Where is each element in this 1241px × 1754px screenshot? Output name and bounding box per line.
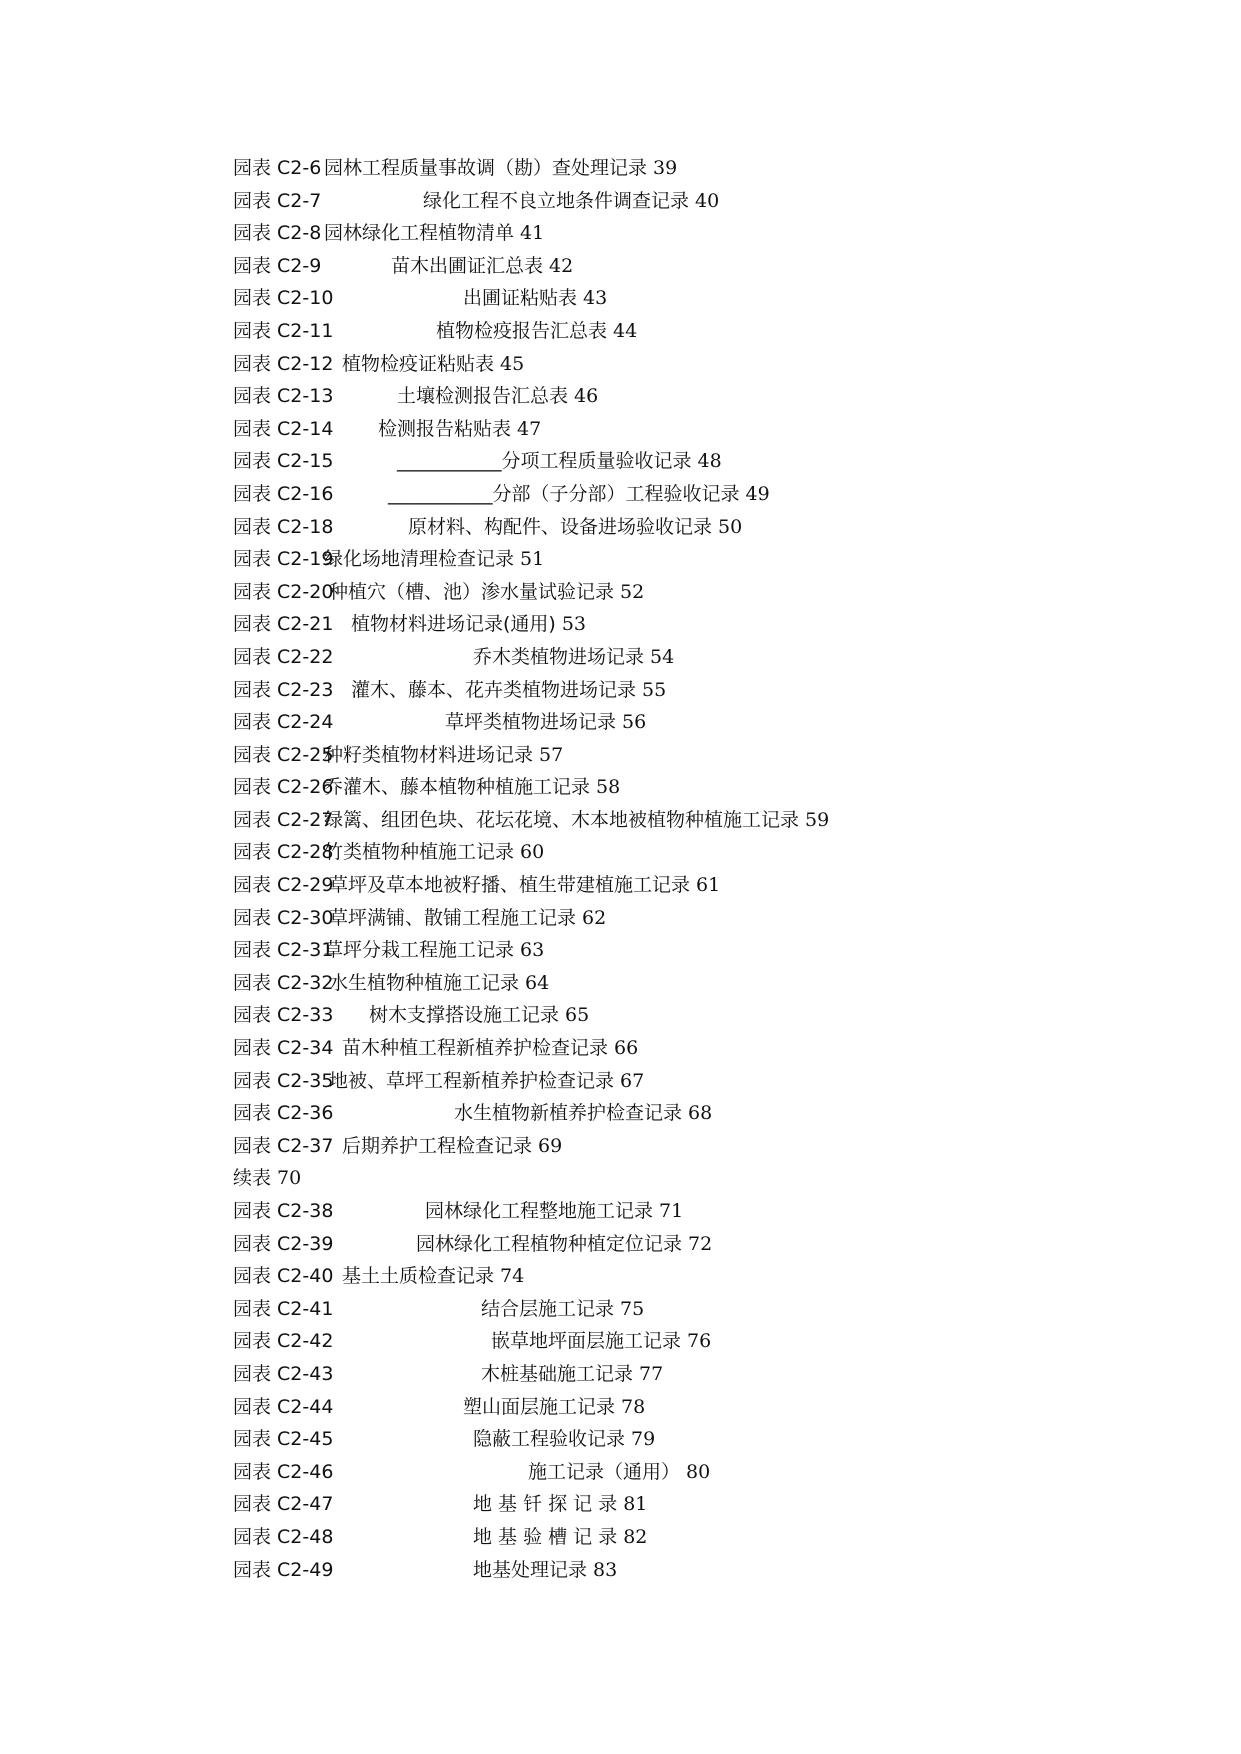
- toc-entry-page-number: 47: [517, 417, 542, 440]
- toc-entry-page-number: 80: [686, 1460, 711, 1483]
- toc-entry-code: 园表 C2-27: [233, 808, 334, 831]
- toc-entry-page-number: 43: [583, 287, 608, 310]
- toc-entry-title: [491, 1325, 711, 1358]
- toc-entry[interactable]: [233, 1032, 1193, 1065]
- toc-entry-page-number: 59: [805, 808, 830, 831]
- toc-entry[interactable]: [233, 315, 1193, 348]
- toc-entry-code: 园表 C2-21: [233, 613, 334, 636]
- toc-entry[interactable]: [233, 967, 1193, 1000]
- toc-entry-page-number: 70: [277, 1167, 302, 1190]
- toc-entry-code: 园表 C2-23: [233, 678, 334, 701]
- toc-entry[interactable]: [233, 413, 1193, 446]
- toc-entry[interactable]: [233, 348, 1193, 381]
- toc-entry-page-number: 74: [500, 1265, 525, 1288]
- toc-entry-title: [481, 1293, 644, 1326]
- toc-entry-code: 园表 C2-45: [233, 1428, 334, 1451]
- toc-entry-page-number: 44: [613, 319, 638, 342]
- toc-entry-title-text: 土壤检测报告汇总表: [397, 385, 569, 408]
- toc-entry[interactable]: [233, 282, 1193, 315]
- toc-entry[interactable]: [233, 804, 1193, 837]
- toc-entry-code: 园表 C2-28: [233, 841, 334, 864]
- toc-entry[interactable]: [233, 902, 1193, 935]
- toc-entry-title-text: 绿篱、组团色块、花坛花境、木本地被植物种植施工记录: [324, 808, 800, 831]
- toc-entry-code: 园表 C2-20: [233, 580, 334, 603]
- toc-entry-title-text: 嵌草地坪面层施工记录: [491, 1330, 682, 1353]
- toc-entry[interactable]: [233, 1488, 1193, 1521]
- toc-entry-title-text: 植物材料进场记录(通用): [351, 613, 556, 636]
- toc-entry[interactable]: [233, 999, 1193, 1032]
- toc-entry[interactable]: [233, 1293, 1193, 1326]
- toc-entry-code: 园表 C2-18: [233, 515, 334, 538]
- toc-entry-code: 园表 C2-6: [233, 157, 322, 179]
- toc-entry[interactable]: [233, 1195, 1193, 1228]
- toc-entry-code: 园表 C2-38: [233, 1200, 334, 1222]
- toc-entry-code: 园表 C2-29: [233, 874, 334, 897]
- toc-entry-code: 园表 C2-14: [233, 417, 334, 440]
- toc-entry-page-number: 52: [620, 580, 645, 603]
- toc-entry-title-text: 种植穴（槽、池）渗水量试验记录: [329, 580, 615, 603]
- toc-entry[interactable]: [233, 1260, 1193, 1293]
- toc-entry-code: 园表 C2-35: [233, 1069, 334, 1092]
- toc-entry-page-number: 66: [614, 1037, 639, 1060]
- toc-entry-title: [473, 1423, 655, 1456]
- toc-entry-page-number: 68: [688, 1102, 713, 1125]
- toc-entry-code: 园表 C2-12: [233, 352, 334, 375]
- toc-entry-page-number: 71: [659, 1200, 684, 1222]
- toc-entry-title-text: 隐蔽工程验收记录: [473, 1428, 626, 1451]
- toc-entry-page-number: 63: [520, 939, 545, 962]
- toc-entry-title: [233, 1162, 301, 1195]
- toc-entry-title: [324, 543, 544, 576]
- toc-entry-title-text: 园林绿化工程植物清单: [324, 222, 515, 245]
- toc-entry-page-number: 48: [697, 450, 722, 473]
- toc-entry-title-text: 苗木出圃证汇总表: [391, 254, 544, 277]
- toc-entry-title: [423, 185, 719, 218]
- toc-entry-code: 园表 C2-43: [233, 1362, 334, 1385]
- toc-entry-page-number: 56: [622, 711, 647, 734]
- toc-entry-page-number: 79: [631, 1428, 656, 1451]
- toc-entry-code: 园表 C2-47: [233, 1493, 334, 1516]
- toc-entry-title-text: 检测报告粘贴表: [378, 417, 512, 440]
- toc-entry[interactable]: [233, 478, 1193, 511]
- toc-entry[interactable]: [233, 1097, 1193, 1130]
- toc-entry-title: [473, 1521, 647, 1554]
- toc-entry-code: 园表 C2-8: [233, 222, 322, 245]
- toc-entry-title-text: 灌木、藤本、花卉类植物进场记录: [351, 678, 637, 701]
- toc-entry-title: [445, 706, 646, 739]
- toc-entry[interactable]: [233, 1521, 1193, 1554]
- toc-entry-code: 园表 C2-13: [233, 385, 334, 408]
- toc-entry-title: [342, 1260, 524, 1293]
- toc-entry-title-text: 园林绿化工程植物种植定位记录: [416, 1232, 683, 1255]
- toc-entry-title: [397, 445, 722, 478]
- toc-entry[interactable]: [233, 869, 1193, 902]
- toc-entry[interactable]: [233, 511, 1193, 544]
- toc-entry-title-text: 结合层施工记录: [481, 1297, 615, 1320]
- toc-entry-code: 园表 C2-37: [233, 1134, 334, 1157]
- toc-entry-title: [324, 934, 544, 967]
- toc-entry-code: 园表 C2-41: [233, 1297, 334, 1320]
- toc-entry[interactable]: [233, 1130, 1193, 1163]
- toc-entry[interactable]: [233, 1423, 1193, 1456]
- toc-entry-page-number: 53: [561, 613, 587, 636]
- toc-entry-title-text: 草坪及草本地被籽播、植生带建植施工记录: [329, 874, 691, 897]
- toc-entry-page-number: 78: [621, 1395, 646, 1418]
- toc-entry-code: 园表 C2-33: [233, 1004, 334, 1027]
- toc-entry-title-text: 后期养护工程检查记录: [342, 1134, 533, 1157]
- toc-entry[interactable]: [233, 1358, 1193, 1391]
- toc-entry-title-text: 续表: [233, 1167, 272, 1190]
- toc-entry[interactable]: [233, 445, 1193, 478]
- toc-entry-title-text: 地 基 钎 探 记 录: [473, 1493, 618, 1516]
- toc-entry-title: [463, 282, 607, 315]
- toc-entry-title-text: 草坪满铺、散铺工程施工记录: [329, 906, 577, 929]
- toc-entry-title-text: 乔灌木、藤本植物种植施工记录: [324, 776, 591, 799]
- toc-entry-code: 园表 C2-16: [233, 482, 334, 505]
- toc-entry-title: [388, 478, 770, 511]
- toc-entry-title-text: 乔木类植物进场记录: [473, 645, 645, 668]
- toc-entry-code: 园表 C2-46: [233, 1460, 334, 1483]
- toc-entry-page-number: 69: [538, 1134, 563, 1157]
- toc-entry-title: [329, 576, 644, 609]
- toc-entry-title-text: 竹类植物种植施工记录: [324, 841, 515, 864]
- toc-entry-title: [324, 739, 563, 772]
- toc-entry[interactable]: [233, 1456, 1193, 1489]
- toc-entry-page-number: 61: [696, 874, 721, 897]
- toc-entry-title: [324, 836, 544, 869]
- toc-entry-code: 园表 C2-32: [233, 971, 334, 994]
- toc-entry-code: 园表 C2-25: [233, 743, 334, 766]
- toc-entry-code: 园表 C2-48: [233, 1525, 334, 1548]
- toc-entry-code: 园表 C2-42: [233, 1330, 334, 1353]
- toc-entry[interactable]: [233, 185, 1193, 218]
- toc-entry[interactable]: [233, 576, 1193, 609]
- toc-entry-title: [454, 1097, 712, 1130]
- toc-entry-code: 园表 C2-22: [233, 645, 334, 668]
- toc-entry[interactable]: [233, 1162, 1193, 1195]
- toc-entry-code: 园表 C2-36: [233, 1102, 334, 1125]
- toc-entry-code: 园表 C2-40: [233, 1265, 334, 1288]
- toc-entry-title: [473, 1488, 647, 1521]
- toc-entry-title-text: 地被、草坪工程新植养护检查记录: [329, 1069, 615, 1092]
- toc-entry-title-text: 地 基 验 槽 记 录: [473, 1525, 618, 1548]
- toc-entry-title-text: ___________分部（子分部）工程验收记录: [388, 482, 740, 505]
- toc-entry-code: 园表 C2-39: [233, 1232, 334, 1255]
- toc-entry-title: [369, 999, 589, 1032]
- toc-entry-title: [351, 608, 586, 641]
- toc-entry-page-number: 41: [520, 222, 545, 245]
- toc-entry-code: 园表 C2-26: [233, 776, 334, 799]
- toc-entry-title-text: 木桩基础施工记录: [481, 1362, 634, 1385]
- toc-entry-page-number: 75: [620, 1297, 645, 1320]
- toc-entry-title: [391, 250, 573, 283]
- toc-entry[interactable]: [233, 608, 1193, 641]
- toc-entry-page-number: 76: [687, 1330, 712, 1353]
- toc-entry-title-text: 原材料、构配件、设备进场验收记录: [408, 515, 713, 538]
- toc-entry-page-number: 51: [520, 548, 545, 571]
- toc-entry-title: [425, 1195, 683, 1228]
- toc-entry-title: [324, 771, 620, 804]
- toc-entry-title-text: 种籽类植物材料进场记录: [324, 743, 534, 766]
- toc-entry-page-number: 46: [574, 385, 599, 408]
- toc-entry-code: 园表 C2-24: [233, 711, 334, 734]
- toc-entry-title-text: 树木支撑搭设施工记录: [369, 1004, 560, 1027]
- toc-entry-page-number: 72: [688, 1232, 713, 1255]
- toc-entry[interactable]: [233, 380, 1193, 413]
- toc-entry[interactable]: [233, 934, 1193, 967]
- toc-entry-title: [324, 804, 829, 837]
- toc-entry-code: 园表 C2-11: [233, 319, 334, 342]
- toc-entry-page-number: 82: [623, 1525, 648, 1548]
- toc-entry-title: [378, 413, 541, 446]
- toc-entry[interactable]: [233, 152, 1193, 185]
- toc-entry-page-number: 77: [639, 1362, 664, 1385]
- toc-entry-page-number: 54: [650, 645, 675, 668]
- toc-entry[interactable]: [233, 706, 1193, 739]
- toc-entry-title: [342, 1130, 562, 1163]
- toc-entry-code: 园表 C2-15: [233, 450, 334, 473]
- toc-entry-code: 园表 C2-49: [233, 1558, 334, 1581]
- toc-entry-page-number: 64: [525, 971, 550, 994]
- toc-entry-title-text: 出圃证粘贴表: [463, 287, 578, 310]
- toc-entry-code: 园表 C2-10: [233, 287, 334, 310]
- toc-entry[interactable]: [233, 250, 1193, 283]
- toc-entry-title-text: 草坪分栽工程施工记录: [324, 939, 515, 962]
- toc-entry[interactable]: [233, 1554, 1193, 1587]
- toc-entry-page-number: 42: [549, 254, 574, 277]
- toc-entry-page-number: 40: [695, 189, 720, 212]
- toc-entry-title-text: 水生植物种植施工记录: [329, 971, 520, 994]
- toc-entry-title-text: 基土土质检查记录: [342, 1265, 495, 1288]
- toc-entry-title-text: 绿化场地清理检查记录: [324, 548, 515, 571]
- toc-entry-code: 园表 C2-19: [233, 548, 334, 571]
- toc-entry-title: [463, 1391, 645, 1424]
- toc-entry[interactable]: [233, 217, 1193, 250]
- toc-entry-title: [329, 1065, 644, 1098]
- toc-entry-page-number: 67: [620, 1069, 645, 1092]
- toc-entry-page-number: 83: [593, 1558, 618, 1581]
- toc-entry-title: [436, 315, 637, 348]
- toc-entry-page-number: 57: [539, 743, 564, 766]
- toc-entry-title: [397, 380, 598, 413]
- toc-entry[interactable]: [233, 543, 1193, 576]
- toc-entry-title-text: 园林绿化工程整地施工记录: [425, 1200, 654, 1222]
- toc-entry-title: [342, 348, 524, 381]
- toc-entry[interactable]: [233, 1228, 1193, 1261]
- toc-entry[interactable]: [233, 1325, 1193, 1358]
- toc-entry-page-number: 58: [596, 776, 621, 799]
- toc-entry-page-number: 60: [520, 841, 545, 864]
- toc-entry-page-number: 62: [582, 906, 607, 929]
- toc-entry-title-text: 草坪类植物进场记录: [445, 711, 617, 734]
- toc-entry-title: [329, 869, 720, 902]
- toc-entry-title-text: 苗木种植工程新植养护检查记录: [342, 1037, 609, 1060]
- toc-entry-title: [324, 217, 544, 250]
- toc-entry-title-text: ___________分项工程质量验收记录: [397, 450, 692, 473]
- toc-entry-title-text: 植物检疫报告汇总表: [436, 319, 608, 342]
- toc-entry[interactable]: [233, 641, 1193, 674]
- toc-entry-title-text: 水生植物新植养护检查记录: [454, 1102, 683, 1125]
- toc-entry-title: [408, 511, 742, 544]
- toc-entry-title: [329, 902, 606, 935]
- toc-entry-title: [324, 152, 677, 185]
- toc-entry-code: 园表 C2-30: [233, 906, 334, 929]
- toc-entry-page-number: 55: [642, 678, 667, 701]
- toc-entry-title: [528, 1456, 710, 1489]
- toc-entry-page-number: 81: [623, 1493, 648, 1516]
- toc-entry-title: [481, 1358, 663, 1391]
- toc-entry-code: 园表 C2-7: [233, 189, 322, 212]
- toc-entry-code: 园表 C2-44: [233, 1395, 334, 1418]
- toc-entry-title: [416, 1228, 712, 1261]
- toc-entry[interactable]: [233, 771, 1193, 804]
- toc-entry-page-number: 39: [653, 157, 678, 179]
- toc-entry[interactable]: [233, 674, 1193, 707]
- toc-entry-title: [473, 641, 674, 674]
- toc-entry[interactable]: [233, 1391, 1193, 1424]
- toc-entry-code: 园表 C2-34: [233, 1037, 334, 1060]
- toc-entry-title-text: 塑山面层施工记录: [463, 1395, 616, 1418]
- toc-entry-title: [351, 674, 666, 707]
- toc-entry[interactable]: [233, 739, 1193, 772]
- toc-entry-code: 园表 C2-9: [233, 254, 322, 277]
- toc-entry-page-number: 45: [500, 352, 525, 375]
- toc-entry-title: [329, 967, 549, 1000]
- toc-entry-title: [342, 1032, 638, 1065]
- table-of-contents: [233, 152, 1193, 1586]
- toc-entry-title-text: 园林工程质量事故调（勘）查处理记录: [324, 157, 648, 179]
- toc-entry-title: [473, 1554, 617, 1587]
- toc-entry-page-number: 50: [718, 515, 743, 538]
- toc-entry-title-text: 绿化工程不良立地条件调查记录: [423, 189, 690, 212]
- toc-entry-page-number: 65: [565, 1004, 590, 1027]
- toc-entry-title-text: 施工记录（通用）: [528, 1460, 681, 1483]
- toc-entry-page-number: 49: [745, 482, 770, 505]
- toc-entry-title-text: 植物检疫证粘贴表: [342, 352, 495, 375]
- toc-entry-title-text: 地基处理记录: [473, 1558, 588, 1581]
- toc-entry[interactable]: [233, 1065, 1193, 1098]
- toc-entry[interactable]: [233, 836, 1193, 869]
- toc-entry-code: 园表 C2-31: [233, 939, 334, 962]
